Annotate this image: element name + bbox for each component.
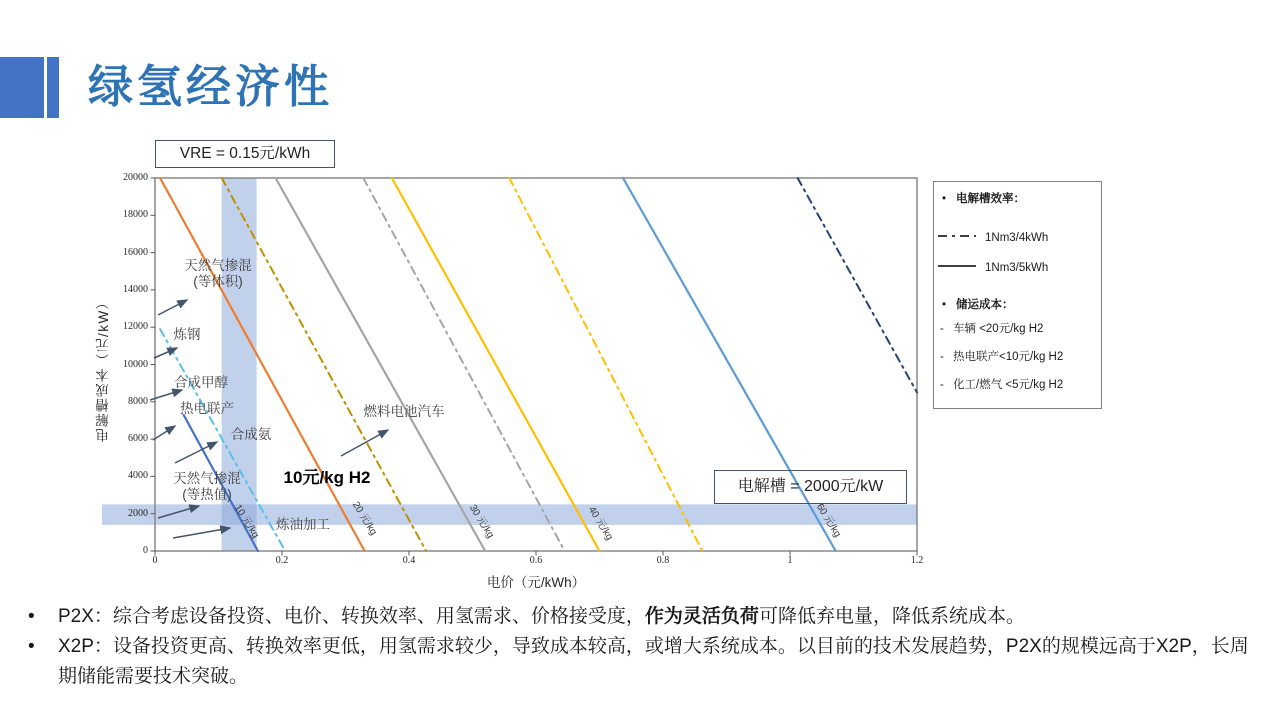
y-tick-label: 18000	[123, 209, 148, 221]
bullet-x2p	[28, 632, 1258, 692]
legend-storage-item	[934, 320, 1101, 338]
legend-efficiency-item	[934, 262, 1101, 280]
legend-efficiency-item	[934, 232, 1101, 250]
isoline-label: 40 元/kg	[585, 504, 615, 543]
isoline-30yuan-1Nm3/5kWh	[276, 178, 486, 551]
bullet-p2x-bold: 作为灵活负荷	[644, 606, 759, 627]
legend-storage-label: 热电联产<10元/kg H2	[953, 351, 1064, 363]
y-tick-label: 12000	[123, 321, 148, 333]
bullet-p2x-pre: P2X：综合考虑设备投资、电价、转换效率、用氢需求、价格接受度，	[58, 606, 645, 627]
y-tick-label: 6000	[128, 433, 148, 445]
legend-storage-item	[934, 376, 1101, 394]
isoline-20yuan-1Nm3/5kWh	[160, 178, 365, 551]
annotation-line: 炼钢	[173, 327, 201, 342]
x-axis-title: 电价（元/kWh）	[486, 575, 586, 590]
annotation-arrow	[153, 426, 175, 440]
y-tick-label: 16000	[123, 246, 148, 258]
x-tick-label: 0.2	[275, 555, 289, 566]
isoline-30yuan-1Nm3/4kWh	[363, 178, 564, 551]
legend-item-dash: -	[940, 351, 944, 363]
bullet-p2x-text	[58, 602, 1258, 632]
legend-item-dash: -	[940, 379, 944, 391]
x-tick-label: 1.2	[910, 555, 924, 566]
legend-item-dash: -	[940, 323, 944, 335]
x-tick-label: 0.8	[656, 555, 670, 566]
legend-efficiency-title: • 电解槽效率：	[942, 193, 1025, 205]
y-tick-label: 0	[143, 545, 148, 556]
annotation-line: 合成氨	[230, 427, 272, 442]
y-tick-label: 10000	[123, 358, 148, 370]
isoline-40yuan-1Nm3/5kWh	[392, 178, 600, 551]
dashdot-line-sample	[938, 235, 976, 237]
x-tick-label: 0.6	[529, 555, 543, 566]
isoline-label: 10 元/kg	[231, 502, 261, 541]
annotation-arrow	[175, 442, 217, 463]
annotation-arrow	[341, 430, 388, 456]
bullet-marker: •	[28, 606, 35, 627]
legend-efficiency-label: 1Nm3/4kWh	[985, 232, 1049, 244]
legend-efficiency-label: 1Nm3/5kWh	[985, 262, 1049, 274]
annotation-line: 合成甲醇	[174, 375, 228, 390]
legend-storage-label: 化工/燃气 <5元/kg H2	[953, 379, 1064, 391]
page-title: 绿氢经济性	[88, 60, 334, 113]
annotation-arrow	[173, 528, 230, 538]
y-tick-label: 2000	[128, 507, 148, 519]
legend-storage-label: 车辆 <20元/kg H2	[953, 323, 1044, 335]
chart-legend	[933, 181, 1102, 409]
annotation-line: (等体积)	[193, 274, 243, 289]
annotation-line: 燃料电池汽车	[363, 404, 445, 419]
isoline-60yuan-1Nm3/4kWh	[798, 178, 917, 393]
isoline-40yuan-1Nm3/4kWh	[509, 178, 702, 551]
bullet-marker: •	[28, 636, 35, 657]
legend-storage-title: • 储运成本：	[942, 299, 1014, 311]
annotation-line: 热电联产	[180, 401, 234, 416]
x-tick-label: 0	[152, 555, 158, 566]
annotation-arrow	[158, 300, 187, 315]
summary-bullets	[28, 602, 1258, 692]
solid-line-sample	[938, 265, 976, 267]
electrolyzer-cost-band	[102, 504, 917, 525]
y-tick-label: 14000	[123, 283, 148, 295]
electrolyzer-cost-box: 电解槽 = 2000元/kW	[714, 470, 907, 504]
legend-storage-title-text: 储运成本：	[956, 299, 1014, 311]
bullet-p2x	[28, 602, 1258, 632]
bullet-p2x-post: 可降低弃电量，降低系统成本。	[758, 606, 1025, 627]
isoline-label: 60 元/kg	[813, 501, 843, 540]
y-axis-title: 电解槽成本（元/kW）	[96, 294, 111, 442]
x-tick-label: 0.4	[402, 555, 416, 566]
y-tick-label: 20000	[123, 172, 148, 183]
y-tick-label: 4000	[128, 470, 148, 482]
x-tick-label: 1	[787, 555, 793, 566]
annotation-line: 炼油加工	[276, 517, 330, 532]
bullet-x2p-text: X2P：设备投资更高、转换效率更低，用氢需求较少，导致成本较高，或增大系统成本。以目前的技术发展趋势，P2X的规模远高于X2P，长周期储能需要技术突破。	[58, 636, 1249, 687]
isoline-label: 20 元/kg	[349, 499, 379, 538]
annotation-line: 天然气掺混	[184, 258, 252, 273]
legend-efficiency-title-text: 电解槽效率：	[956, 193, 1025, 205]
vre-price-box: VRE = 0.15元/kWh	[155, 140, 335, 168]
y-tick-label: 8000	[128, 395, 148, 407]
legend-storage-item	[934, 348, 1101, 366]
isoline-label: 30 元/kg	[466, 502, 496, 541]
annotation-line: (等热值)	[182, 487, 232, 502]
annotation-line: 天然气掺混	[173, 471, 241, 486]
h2-cost-callout: 10元/kg H2	[283, 468, 371, 487]
